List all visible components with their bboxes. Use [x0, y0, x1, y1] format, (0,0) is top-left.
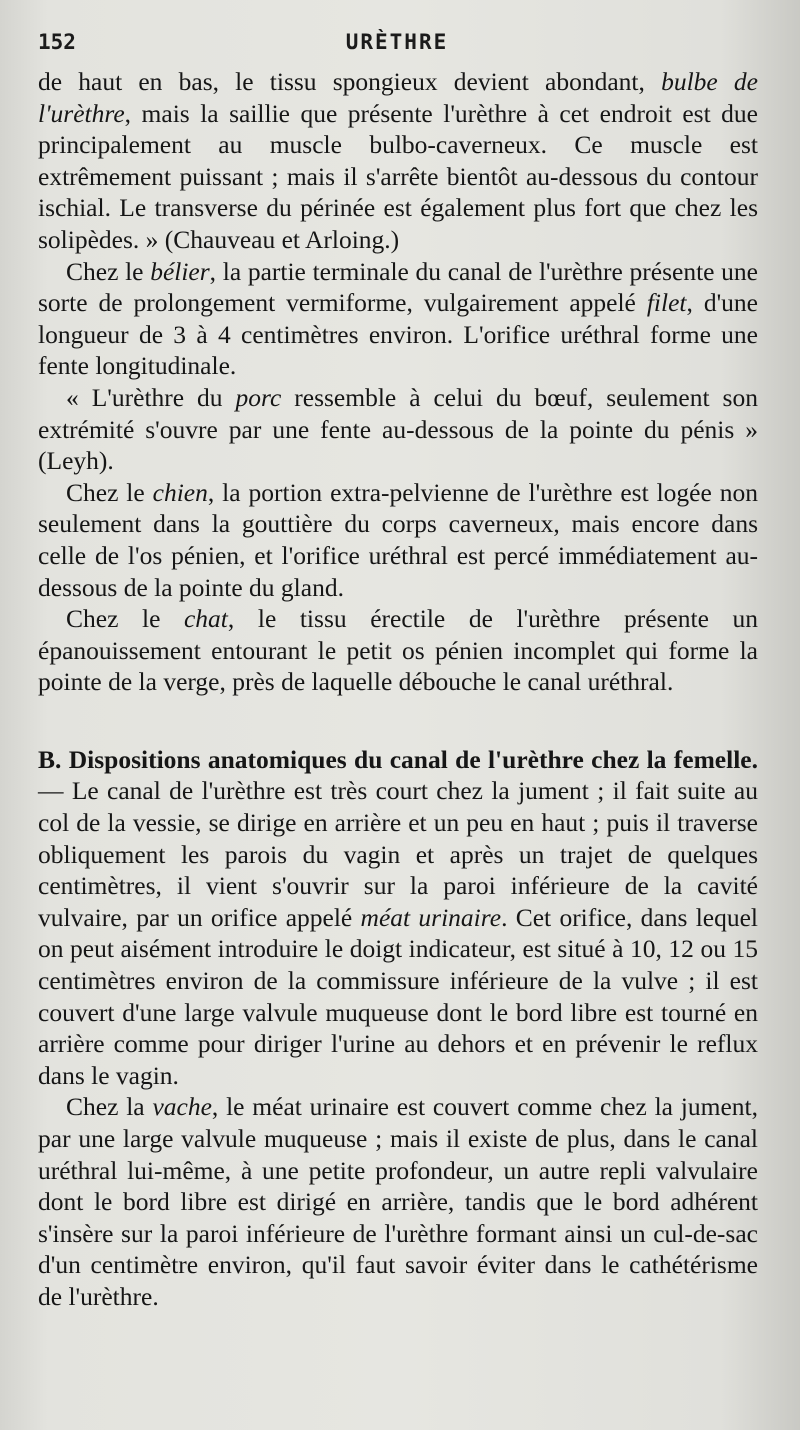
- p1-italic-1: bulbe de l'urèthre: [38, 67, 758, 128]
- paragraph-belier: [38, 256, 758, 382]
- p4-text-1: Chez le: [66, 477, 153, 507]
- section-gap: [38, 698, 758, 744]
- p3-italic-1: porc: [235, 382, 282, 412]
- body-text: [38, 66, 758, 1313]
- paragraph-1: [38, 66, 758, 256]
- p5-italic-1: chat: [183, 604, 228, 634]
- p2-text-1: Chez le: [66, 256, 151, 286]
- p6-text-2: . Cet orifice, dans lequel on peut aisément introduire le doigt indicateur, est situé à 10, 12 ou 15 centimètres environ de la commissure inférieure de la vulve ; il est couvert d'une large valvule muqueuse dont le bord libre est tourné en arrière comme pour diriger l'urine au dehors et en prévenir le reflux dans le vagin.: [38, 902, 758, 1090]
- p3-text-1: « L'urèthre du: [66, 382, 236, 412]
- paragraph-porc: [38, 382, 758, 477]
- page-header: [38, 30, 756, 60]
- paragraph-vache: [38, 1091, 758, 1312]
- p1-text-2: , mais la saillie que présente l'urèthre à cet endroit est due principalement au muscle bulbo-caverneux. Ce muscle est extrêmement puissant ; mais il s'arrête bientôt au-dessous du contour ischial. Le transverse du périnée est également plus fort que chez les solipèdes. » (Chauveau et Arloing.): [38, 98, 758, 254]
- section-b-heading: B. Dispositions anatomiques du canal de l'urèthre chez la femelle.: [38, 744, 758, 774]
- paragraph-chien: [38, 477, 758, 603]
- paragraph-section-b: [38, 744, 758, 1092]
- page-number: 152: [38, 30, 76, 54]
- p1-text-1: de haut en bas, le tissu spongieux devient abondant,: [38, 67, 662, 96]
- p6-text-1: — Le canal de l'urèthre est très court chez la jument ; il fait suite au col de la vessie, se dirige en arrière et un peu en haut ; puis il traverse obliquement les parois du vagin et après un trajet de quelques centimètres, il vient s'ouvrir sur la paroi inférieure de la cavité vulvaire, par un orifice appelé: [38, 776, 758, 932]
- running-title: URÈTHRE: [345, 30, 449, 54]
- p6-italic-1: méat urinaire: [360, 902, 502, 932]
- p7-text-2: , le méat urinaire est couvert comme chez la jument, par une large valvule muqueuse ; mais il existe de plus, dans le canal uréthral lui-même, à une petite profondeur, un autre repli valvulaire dont le bord libre est dirigé en arrière, tandis que le bord adhérent s'insère sur la paroi inférieure de l'urèthre formant ainsi un cul-de-sac d'un centimètre environ, qu'il faut savoir éviter dans le cathétérisme de l'urèthre.: [38, 1092, 758, 1311]
- p5-text-2: , le tissu érectile de l'urèthre présente un épanouissement entourant le petit os pénien incomplet qui forme la pointe de la verge, près de laquelle débouche le canal uréthral.: [38, 604, 758, 697]
- p2-text-2: , la partie terminale du canal de l'urèthre présente une sorte de prolongement vermiforme, vulgairement appelé: [38, 256, 758, 318]
- p4-italic-1: chien: [152, 477, 208, 507]
- p3-text-2: ressemble à celui du bœuf, seulement son extrémité s'ouvre par une fente au-dessous de la pointe du pénis » (Leyh).: [38, 382, 758, 476]
- paragraph-chat: [38, 603, 758, 698]
- p2-italic-2: filet: [646, 288, 687, 318]
- p2-text-3: , d'une longueur de 3 à 4 centimètres environ. L'orifice uréthral forme une fente longitudinale.: [38, 288, 758, 381]
- p4-text-2: , la portion extra-pelvienne de l'urèthre est logée non seulement dans la gouttière du corps caverneux, mais encore dans celle de l'os pénien, et l'orifice uréthral est percé immédiatement au-dessous de la pointe du gland.: [38, 477, 758, 602]
- p5-text-1: Chez le: [66, 604, 184, 634]
- p7-italic-1: vache: [152, 1092, 212, 1122]
- p2-italic-1: bélier: [150, 256, 210, 286]
- p7-text-1: Chez la: [66, 1092, 153, 1122]
